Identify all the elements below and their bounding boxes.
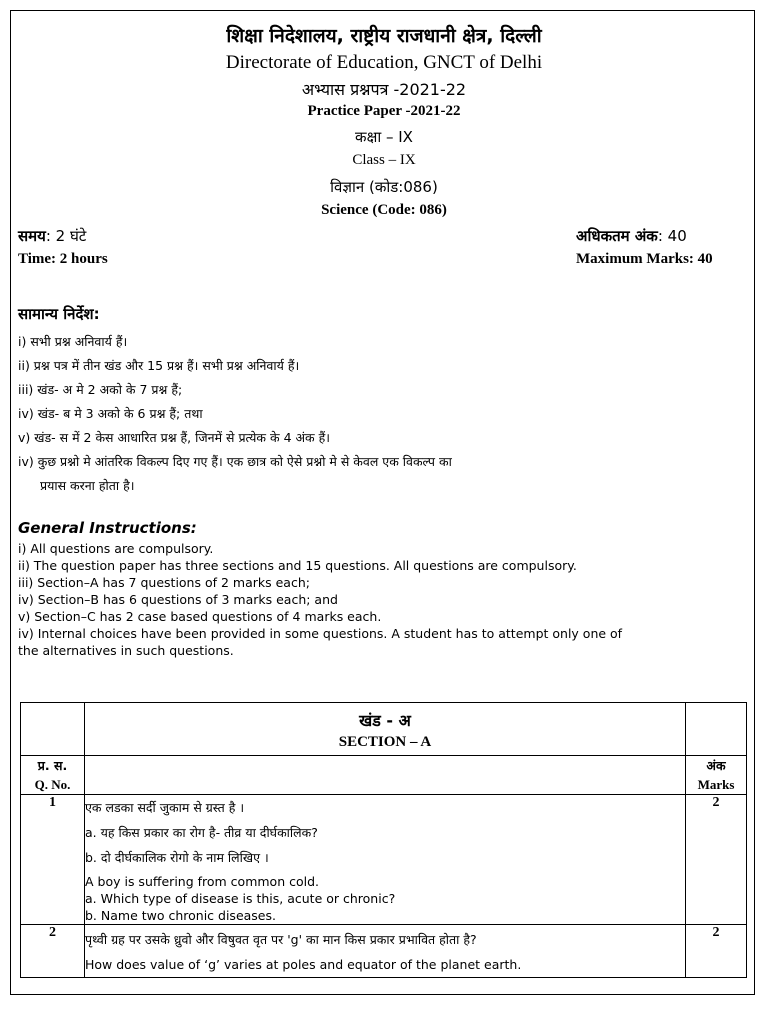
section-header-empty-cell bbox=[21, 703, 85, 756]
time-hindi-label: समय bbox=[18, 227, 46, 245]
question-english-line: b. Name two chronic diseases. bbox=[85, 908, 276, 923]
instructions-english-list bbox=[18, 540, 753, 659]
instructions-hindi-title: सामान्य निर्देश: bbox=[18, 305, 100, 323]
marks-header-cell bbox=[686, 756, 747, 795]
title-hindi-directorate: शिक्षा निदेशालय, राष्ट्रीय राजधानी क्षेत्र, दिल्ली bbox=[226, 25, 542, 47]
marks-header-hindi: अंक bbox=[706, 758, 726, 773]
instruction-english-item: v) Section–C has 2 case based questions of 4 marks each. bbox=[18, 609, 382, 624]
section-title-english: SECTION – A bbox=[338, 734, 432, 750]
instructions-hindi-list bbox=[18, 330, 748, 498]
marks-hindi-value: : 40 bbox=[657, 227, 687, 245]
marks-english bbox=[576, 251, 713, 268]
title-english-directorate: Directorate of Education, GNCT of Delhi bbox=[225, 52, 543, 73]
qno-header-english: Q. No. bbox=[34, 777, 71, 792]
marks-hindi-label: अधिकतम अंक bbox=[576, 227, 658, 245]
qno-header-hindi: प्र. स. bbox=[37, 758, 68, 773]
class-hindi: कक्षा – IX bbox=[355, 128, 413, 146]
subject-hindi: विज्ञान (कोड:086) bbox=[330, 178, 438, 196]
qno-header-cell bbox=[21, 756, 85, 795]
instruction-hindi-item: प्रयास करना होता है। bbox=[40, 478, 135, 493]
instruction-hindi-item: iii) खंड- अ मे 2 अको के 7 प्रश्न हैं; bbox=[18, 382, 183, 397]
instruction-hindi-item: ii) प्रश्न पत्र में तीन खंड और 15 प्रश्न हैं। सभी प्रश्न अनिवार्य हैं। bbox=[18, 358, 300, 373]
question-english-line: a. Which type of disease is this, acute or chronic? bbox=[85, 891, 396, 906]
instruction-english-item: iv) Section–B has 6 questions of 3 marks each; and bbox=[18, 592, 338, 607]
section-header-empty-cell bbox=[686, 703, 747, 756]
instruction-hindi-item: iv) कुछ प्रश्नो मे आंतरिक विकल्प दिए गए हैं। एक छात्र को ऐसे प्रश्नो मे से केवल एक विकल्प का bbox=[18, 454, 452, 469]
question-english-line: How does value of ‘g’ varies at poles and equator of the planet earth. bbox=[85, 957, 522, 972]
question-header-empty-cell bbox=[85, 756, 686, 795]
section-title-cell bbox=[85, 703, 686, 756]
questions-table bbox=[20, 702, 747, 978]
instruction-english-item: i) All questions are compulsory. bbox=[18, 541, 214, 556]
time-hindi-value: : 2 घंटे bbox=[45, 227, 87, 245]
question-hindi-line: एक लडका सर्दी जुकाम से ग्रस्त है । bbox=[85, 800, 245, 815]
marks-header-english: Marks bbox=[697, 777, 735, 792]
question-marks: 2 bbox=[686, 925, 747, 978]
instruction-hindi-item: v) खंड- स में 2 केस आधारित प्रश्न हैं, जिनमें से प्रत्येक के 4 अंक हैं। bbox=[18, 430, 331, 445]
marks-hindi bbox=[576, 226, 687, 246]
question-hindi-line: a. यह किस प्रकार का रोग है- तीव्र या दीर्घकालिक? bbox=[85, 825, 318, 840]
instructions-english-title: General Instructions: bbox=[18, 519, 197, 537]
question-hindi-line: पृथ्वी ग्रह पर उसके ध्रुवो और विषुवत वृत पर 'g' का मान किस प्रकार प्रभावित होता है? bbox=[85, 932, 477, 947]
instruction-english-item: iii) Section–A has 7 questions of 2 marks each; bbox=[18, 575, 310, 590]
question-text-cell bbox=[85, 795, 686, 925]
time-hindi bbox=[18, 226, 86, 246]
column-header-row bbox=[21, 756, 747, 795]
question-text-cell bbox=[85, 925, 686, 978]
instruction-english-item: ii) The question paper has three sections and 15 questions. All questions are compulsory. bbox=[18, 558, 577, 573]
question-number: 1 bbox=[21, 795, 85, 925]
question-english-line: A boy is suffering from common cold. bbox=[85, 874, 319, 889]
subject-english: Science (Code: 086) bbox=[321, 202, 447, 218]
paper-title-english: Practice Paper -2021-22 bbox=[307, 103, 461, 119]
question-number: 2 bbox=[21, 925, 85, 978]
question-hindi-line: b. दो दीर्घकालिक रोगो के नाम लिखिए । bbox=[85, 850, 269, 865]
instruction-english-item: iv) Internal choices have been provided in some questions. A student has to attempt only one of bbox=[18, 626, 623, 641]
instruction-english-item: the alternatives in such questions. bbox=[18, 643, 234, 658]
table-row bbox=[21, 925, 747, 978]
section-header-row bbox=[21, 703, 747, 756]
table-row bbox=[21, 795, 747, 925]
instruction-hindi-item: i) सभी प्रश्न अनिवार्य हैं। bbox=[18, 334, 128, 349]
marks-english-label: Maximum Marks bbox=[576, 251, 689, 267]
section-title-hindi: खंड - अ bbox=[359, 711, 411, 730]
class-english: Class – IX bbox=[352, 152, 416, 168]
marks-english-value: : 40 bbox=[688, 251, 713, 267]
question-marks: 2 bbox=[686, 795, 747, 925]
time-english: Time: 2 hours bbox=[18, 251, 108, 267]
instruction-hindi-item: iv) खंड- ब मे 3 अको के 6 प्रश्न हैं; तथा bbox=[18, 406, 203, 421]
paper-title-hindi: अभ्यास प्रश्नपत्र -2021-22 bbox=[301, 80, 467, 99]
